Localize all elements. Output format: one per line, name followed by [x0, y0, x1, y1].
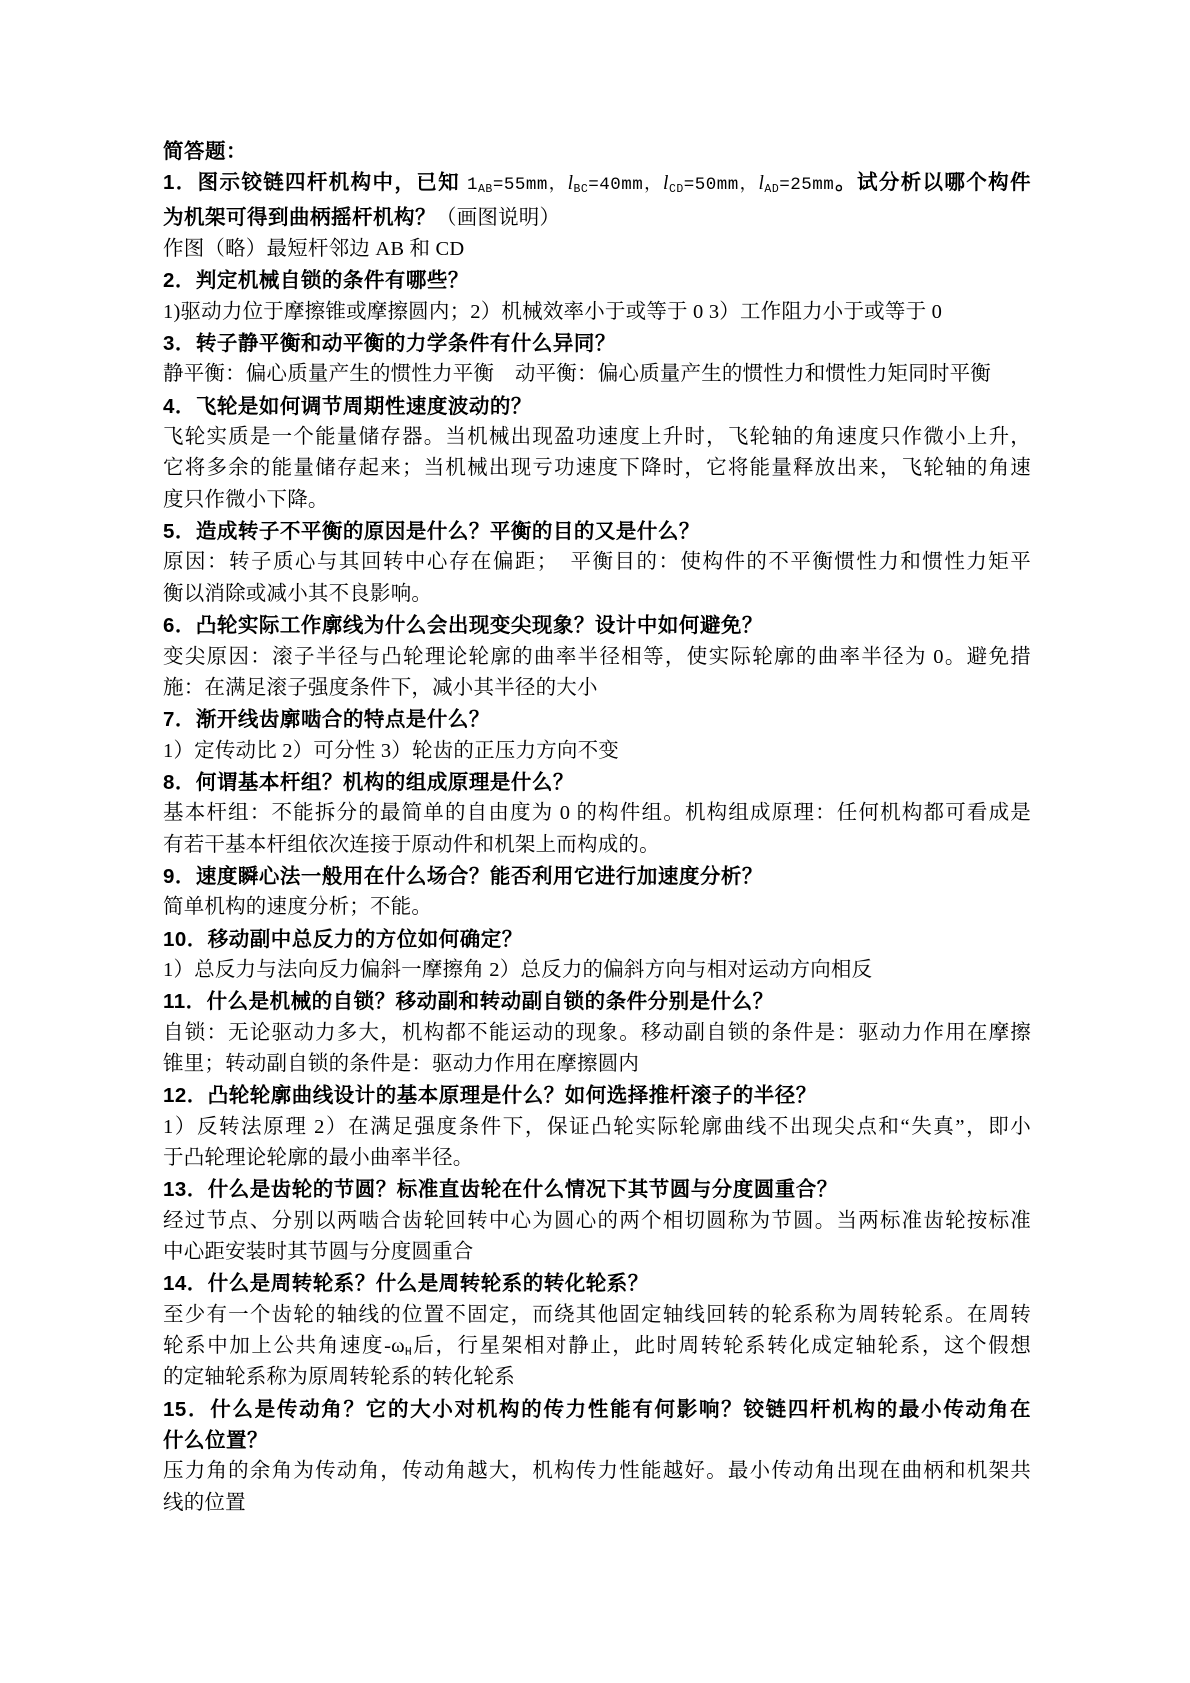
- text-segment: l: [567, 173, 574, 195]
- text-segment: 15．什么是传动角？它的大小对机构的传力性能有何影响？铰链四杆机构的最小传动角在: [163, 1397, 1031, 1421]
- answer-line: [163, 547, 1031, 578]
- text-segment: 作图（略）最短杆邻边 AB 和 CD: [163, 238, 465, 261]
- text-segment: 衡以消除或减小其不良影响。: [163, 582, 433, 605]
- text-segment: 14．什么是周转轮系？什么是周转轮系的转化轮系？: [163, 1272, 649, 1296]
- text-segment: 中心距安装时其节圆与分度圆重合: [163, 1241, 474, 1264]
- answer-line: [163, 485, 1031, 516]
- text-segment: 1）定传动比 2）可分性 3）轮齿的正压力方向不变: [163, 739, 619, 762]
- title-line: [163, 136, 1031, 167]
- answer-line: [163, 453, 1031, 484]
- answer-line: [163, 830, 1031, 861]
- answer-line: [163, 1018, 1031, 1049]
- question-line: [163, 924, 1031, 955]
- answer-line: [163, 297, 1031, 328]
- text-segment: 12．凸轮轮廓曲线设计的基本原理是什么？如何选择推杆滚子的半径？: [163, 1084, 817, 1108]
- text-segment: 为机架可得到曲柄摇杆机构？: [163, 205, 436, 229]
- text-segment: 飞轮实质是一个能量储存器。当机械出现盈功速度上升时，飞轮轴的角速度只作微小上升，: [163, 426, 1031, 449]
- text-segment: 5．造成转子不平衡的原因是什么？平衡的目的又是什么？: [163, 520, 700, 544]
- text-segment: 基本杆组：不能拆分的最简单的自由度为 0 的构件组。机构组成原理：任何机构都可看成是: [163, 802, 1031, 825]
- answer-line: [163, 1049, 1031, 1080]
- text-segment: 9．速度瞬心法一般用在什么场合？能否利用它进行加速度分析？: [163, 864, 763, 888]
- question-line: [163, 328, 1031, 359]
- text-segment: 轮系中加上公共角速度-ω: [163, 1335, 405, 1358]
- text-segment: 6．凸轮实际工作廓线为什么会出现变尖现象？设计中如何避免？: [163, 614, 763, 638]
- answer-line: [163, 736, 1031, 767]
- answer-line: [163, 1237, 1031, 1268]
- question-line: [163, 167, 1031, 201]
- question-line: [163, 861, 1031, 892]
- answer-line: [163, 1112, 1031, 1143]
- text-segment: 经过节点、分别以两啮合齿轮回转中心为圆心的两个相切圆称为节圆。当两标准齿轮按标准: [163, 1209, 1031, 1232]
- answer-line: [163, 1206, 1031, 1237]
- text-segment: 10．移动副中总反力的方位如何确定？: [163, 927, 523, 951]
- text-segment: 2．判定机械自锁的条件有哪些？: [163, 269, 469, 293]
- question-line: [163, 1394, 1031, 1425]
- text-segment: H: [404, 1346, 412, 1360]
- text-segment: 4．飞轮是如何调节周期性速度波动的？: [163, 394, 532, 418]
- text-segment: 施：在满足滚子强度条件下，减小其半径的大小: [163, 676, 598, 699]
- text-segment: 3．转子静平衡和动平衡的力学条件有什么异同？: [163, 332, 616, 356]
- text-segment: 。试分析以哪个构件: [834, 171, 1031, 195]
- text-segment: 有若干基本杆组依次连接于原动件和机架上而构成的。: [163, 833, 660, 856]
- answer-line: [163, 234, 1031, 265]
- document-body: [163, 136, 1031, 1519]
- answer-line: [163, 359, 1031, 390]
- answer-line: [163, 798, 1031, 829]
- answer-line: [163, 1362, 1031, 1393]
- text-segment: l: [758, 173, 765, 195]
- text-segment: 1: [467, 175, 479, 196]
- text-segment: =40mm，: [588, 175, 664, 196]
- text-segment: =50mm，: [683, 175, 759, 196]
- text-segment: 的定轴轮系称为原周转轮系的转化轮系: [163, 1366, 515, 1389]
- answer-line: [163, 642, 1031, 673]
- answer-line: [163, 1300, 1031, 1331]
- text-segment: 变尖原因：滚子半径与凸轮理论轮廓的曲率半径相等，使实际轮廓的曲率半径为 0。避免措: [163, 645, 1031, 668]
- text-segment: 后，行星架相对静止，此时周转轮系转化成定轴轮系，这个假想: [411, 1335, 1031, 1358]
- question-line: [163, 265, 1031, 296]
- text-segment: 8．何谓基本杆组？机构的组成原理是什么？: [163, 770, 574, 794]
- question-line: [163, 1174, 1031, 1205]
- question-line: [163, 516, 1031, 547]
- question-line: [163, 1425, 1031, 1456]
- question-line: [163, 1080, 1031, 1111]
- answer-line: [163, 1456, 1031, 1487]
- text-segment: 压力角的余角为传动角，传动角越大，机构传力性能越好。最小传动角出现在曲柄和机架共: [163, 1460, 1031, 1483]
- answer-line: [163, 892, 1031, 923]
- answer-line: [163, 673, 1031, 704]
- question-line: [163, 1268, 1031, 1299]
- text-segment: 锥里；转动副自锁的条件是：驱动力作用在摩擦圆内: [163, 1052, 640, 1075]
- text-segment: 线的位置: [163, 1491, 246, 1514]
- text-segment: 1)驱动力位于摩擦锥或摩擦圆内；2）机械效率小于或等于 0 3）工作阻力小于或等于 0: [163, 300, 943, 323]
- answer-line: [163, 422, 1031, 453]
- text-segment: 静平衡：偏心质量产生的惯性力平衡 动平衡：偏心质量产生的惯性力和惯性力矩同时平衡: [163, 363, 991, 386]
- question-line: [163, 986, 1031, 1017]
- text-segment: 7．渐开线齿廓啮合的特点是什么？: [163, 708, 490, 732]
- text-segment: 自锁：无论驱动力多大，机构都不能运动的现象。移动副自锁的条件是：驱动力作用在摩擦: [163, 1021, 1031, 1044]
- answer-line: [163, 1331, 1031, 1362]
- text-segment: AD: [764, 183, 780, 197]
- text-segment: 什么位置？: [163, 1429, 268, 1453]
- question-line: [163, 391, 1031, 422]
- text-segment: 1）反转法原理 2）在满足强度条件下，保证凸轮实际轮廓曲线不出现尖点和“失真”，即小: [163, 1115, 1031, 1138]
- text-segment: 至少有一个齿轮的轴线的位置不固定，而绕其他固定轴线回转的轮系称为周转轮系。在周转: [163, 1303, 1031, 1326]
- answer-line: [163, 579, 1031, 610]
- answer-line: [163, 1143, 1031, 1174]
- text-segment: 简单机构的速度分析；不能。: [163, 896, 433, 919]
- text-segment: CD: [668, 183, 684, 197]
- question-line: [163, 202, 1031, 234]
- text-segment: 1）总反力与法向反力偏斜一摩擦角 2）总反力的偏斜方向与相对运动方向相反: [163, 958, 873, 981]
- text-segment: 度只作微小下降。: [163, 488, 329, 511]
- text-segment: 11．什么是机械的自锁？移动副和转动副自锁的条件分别是什么？: [163, 990, 774, 1014]
- text-segment: （画图说明）: [436, 206, 561, 229]
- text-segment: l: [663, 173, 669, 195]
- text-segment: 简答题：: [163, 140, 247, 163]
- text-segment: =55mm，: [492, 175, 568, 196]
- question-line: [163, 610, 1031, 641]
- text-segment: AB: [478, 183, 493, 197]
- text-segment: 原因：转子质心与其回转中心存在偏距； 平衡目的：使构件的不平衡惯性力和惯性力矩平: [163, 551, 1031, 574]
- text-segment: 它将多余的能量储存起来；当机械出现亏功速度下降时，它将能量释放出来，飞轮轴的角速: [163, 457, 1031, 480]
- question-line: [163, 704, 1031, 735]
- answer-line: [163, 1488, 1031, 1519]
- text-segment: BC: [573, 183, 589, 197]
- question-line: [163, 767, 1031, 798]
- text-segment: 13．什么是齿轮的节圆？标准直齿轮在什么情况下其节圆与分度圆重合？: [163, 1178, 838, 1202]
- text-segment: 于凸轮理论轮廓的最小曲率半径。: [163, 1147, 474, 1169]
- text-segment: 1．图示铰链四杆机构中，已知: [163, 171, 467, 195]
- text-segment: =25mm: [779, 175, 835, 196]
- answer-line: [163, 955, 1031, 986]
